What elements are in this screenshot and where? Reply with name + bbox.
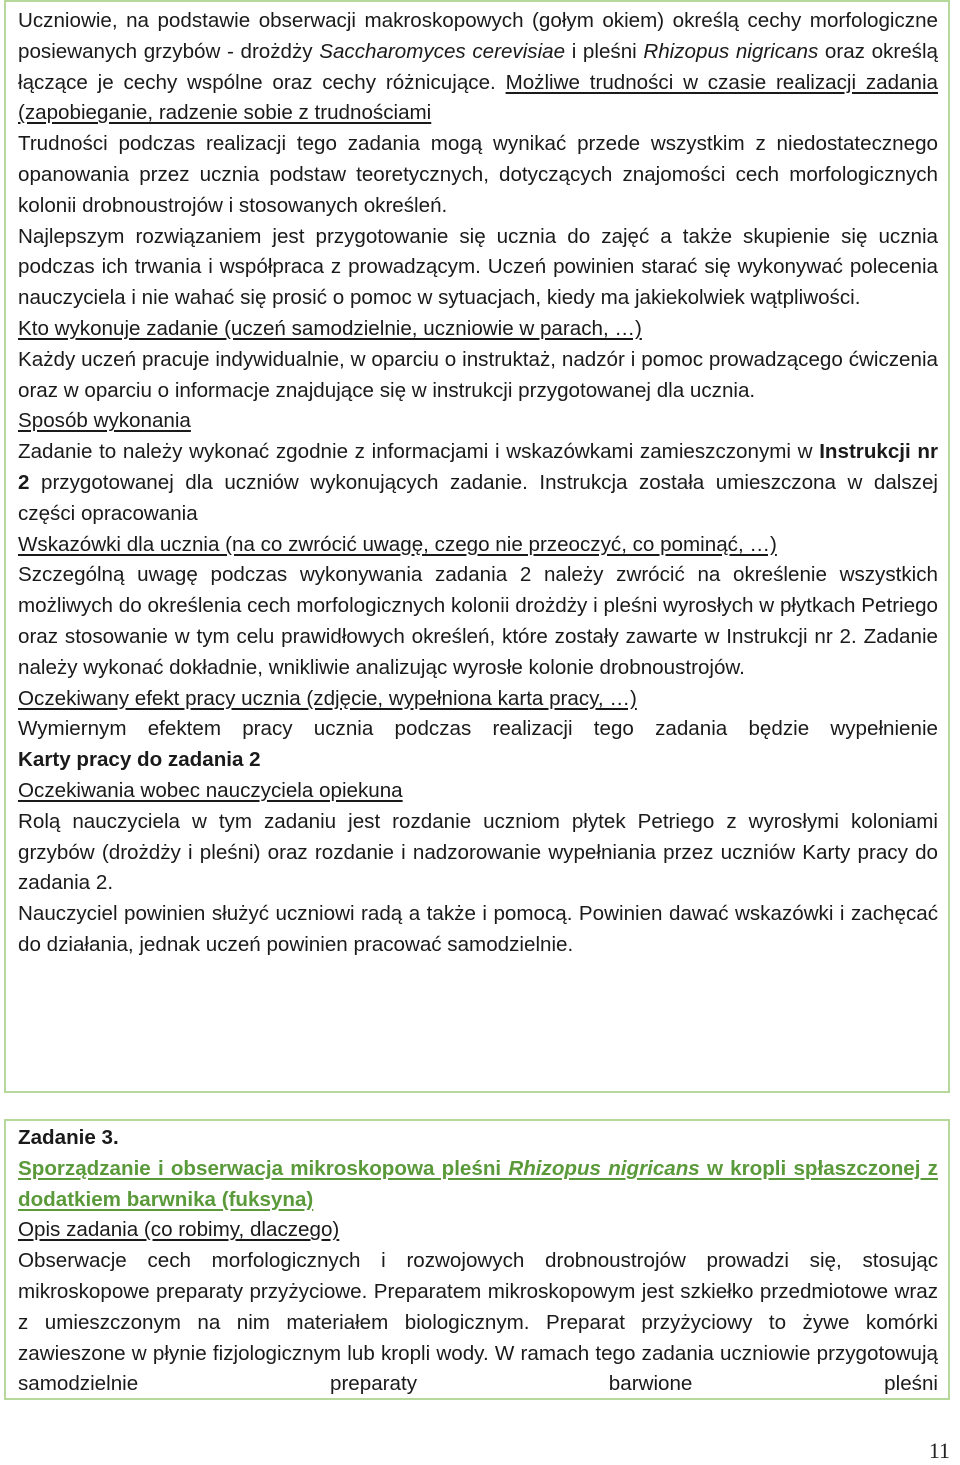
species-yeast: Saccharomyces cerevisiae bbox=[319, 39, 566, 63]
intro-text: oraz określą łączące je cechy wspólne oraz cechy różnicujące. bbox=[18, 39, 938, 94]
teacher-paragraph-1: Rolą nauczyciela w tym zadaniu jest rozdanie uczniom płytek Petriego z wyrosłymi koloniami grzybów (drożdży i pleśni) oraz rozdanie i nadzorowanie wypełniania przez uczniów Karty pracy do zadania 2. bbox=[18, 809, 938, 895]
solution-paragraph: Najlepszym rozwiązaniem jest przygotowanie się ucznia do zajęć a także skupienie się ucznia podczas ich trwania i współpraca z prowadzącym. Uczeń powinien starać się wykonywać polecenia nauczyciela i nie wahać się prosić o pomoc w sytuacjach, kiedy ma jakiekolwiek wątpliwości. bbox=[18, 224, 938, 310]
tips-paragraph: Szczególną uwagę podczas wykonywania zadania 2 należy zwrócić na określenie wszystkich możliwych do określenia cech morfologicznych kolonii drożdży i pleśni wyrosłych w płytkach Petriego oraz stosowanie w tym celu prawidłowych określeń, które zostały zawarte w Instrukcji nr 2. Zadanie należy wykonać dokładnie, wnikliwie analizując wyrosłe kolonie drobnoustrojów. bbox=[18, 563, 938, 679]
who-paragraph: Każdy uczeń pracuje indywidualnie, w oparciu o instruktaż, nadzór i pomoc prowadzącego ćwiczenia oraz w oparciu o informacje znajdujące się w instrukcji przygotowanej dla ucznia. bbox=[18, 347, 938, 402]
intro-text: i pleśni bbox=[565, 39, 644, 63]
species-mold: Rhizopus nigricans bbox=[643, 39, 819, 63]
heading-tips bbox=[18, 530, 938, 561]
intro-text: Uczniowie, na podstawie obserwacji makroskopowych (gołym okiem) określą cechy morfologiczne posiewanych grzybów - drożdży bbox=[18, 9, 938, 63]
task2-details-box bbox=[4, 0, 950, 1093]
teacher-paragraph-2: Nauczyciel powinien służyć uczniowi radą a także i pomocą. Powinien dawać wskazówki i zachęcać do działania, jednak uczeń powinien pracować samodzielnie. bbox=[18, 902, 938, 956]
heading-method bbox=[18, 406, 938, 437]
method-text: przygotowanej dla uczniów wykonujących zadanie. Instrukcja została umieszczona w dalszej części opracowania bbox=[18, 470, 938, 525]
subtitle-text: w kropli spłaszczonej z dodatkiem barwnika (fuksyna) bbox=[18, 1156, 938, 1211]
difficulties-paragraph: Trudności podczas realizacji tego zadania mogą wynikać przede wszystkim z niedostatecznego opanowania przez ucznia podstaw teoretycznych, dotyczących znajomości cech morfologicznych kolonii drobnoustrojów i stosowanych określeń. bbox=[18, 132, 938, 217]
method-text: Zadanie to należy wykonać zgodnie z informacjami i wskazówkami zamieszczonymi w bbox=[18, 440, 820, 464]
heading-who-text: Kto wykonuje zadanie (uczeń samodzielnie, uczniowie w parach, …) bbox=[18, 316, 642, 340]
heading-tips-text: Wskazówki dla ucznia (na co zwrócić uwagę, czego nie przeoczyć, co pominąć, …) bbox=[18, 532, 777, 556]
page-number: 11 bbox=[928, 1438, 950, 1463]
intro-paragraph bbox=[18, 6, 938, 129]
effect-paragraph: Wymiernym efektem pracy ucznia podczas realizacji tego zadania będzie wypełnienie bbox=[18, 717, 938, 741]
heading-teacher-text: Oczekiwania wobec nauczyciela opiekuna bbox=[18, 778, 403, 802]
heading-method-text: Sposób wykonania bbox=[18, 409, 191, 433]
task3-box bbox=[4, 1119, 950, 1400]
effect-bold-line bbox=[18, 745, 938, 776]
subtitle-text: Sporządzanie i obserwacja mikroskopowa pleśni bbox=[18, 1156, 509, 1180]
heading-effect bbox=[18, 684, 938, 715]
heading-who bbox=[18, 314, 938, 345]
heading-effect-text: Oczekiwany efekt pracy ucznia (zdjęcie, wypełniona karta pracy, …) bbox=[18, 686, 637, 710]
heading-desc-text: Opis zadania (co robimy, dlaczego) bbox=[18, 1218, 340, 1242]
task-title: Zadanie 3. bbox=[18, 1126, 119, 1149]
method-paragraph bbox=[18, 437, 938, 529]
heading-difficulties: Możliwe trudności w czasie realizacji zadania (zapobieganie, radzenie sobie z trudnościami bbox=[18, 70, 938, 125]
heading-teacher bbox=[18, 776, 938, 807]
desc-paragraph: Obserwacje cech morfologicznych i rozwojowych drobnoustrojów prowadzi się, stosując mikroskopowe preparaty przyżyciowe. Preparatem mikroskopowym jest szkiełko przedmiotowe wraz z umieszczonym na nim materiałem biologicznym. Preparat przyżyciowy to żywe komórki zawieszone w płynie fizjologicznym lub kropli wody. W ramach tego zadania uczniowie przygotowują samodzielnie preparaty barwione pleśni bbox=[18, 1249, 938, 1396]
subtitle-species: Rhizopus nigricans bbox=[508, 1156, 700, 1180]
heading-desc bbox=[18, 1215, 938, 1246]
worksheet-ref: Karty pracy do zadania 2 bbox=[18, 748, 261, 772]
instruction-ref: Instrukcji nr 2 bbox=[18, 440, 938, 494]
task-subtitle bbox=[18, 1154, 938, 1216]
